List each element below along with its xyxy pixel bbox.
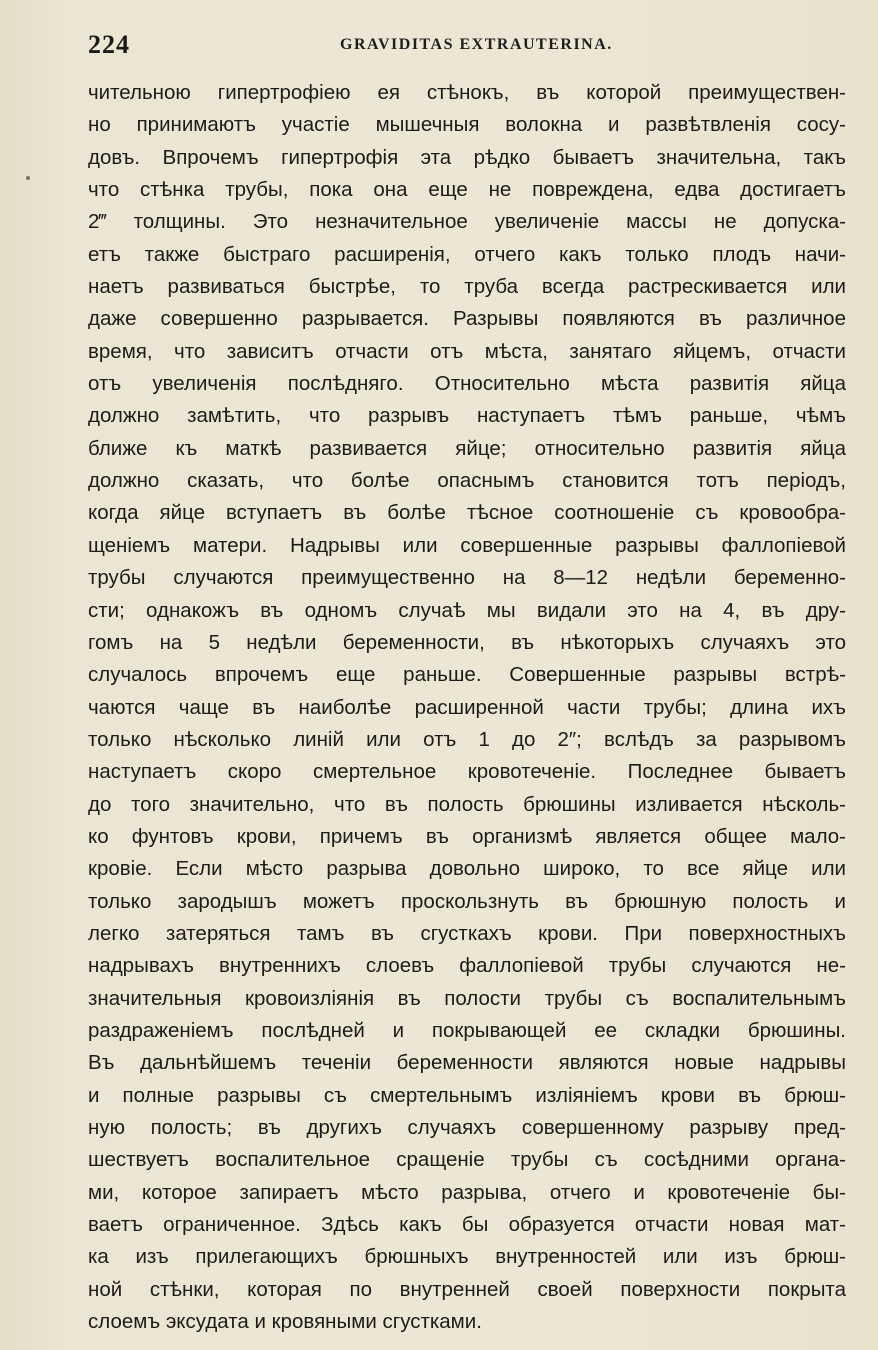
text-line: и полные разрывы съ смертельнымъ излiянiемъ крови въ брюш- [88,1083,846,1107]
text-line: раздраженiемъ послѣдней и покрывающей ее складки брюшины. [88,1018,846,1042]
text-line: 2‴ толщины. Это незначительное увеличенiе массы не допуска- [88,210,846,234]
text-line: трубы случаются преимущественно на 8—12 недѣли беременно- [88,566,846,590]
text-line: довъ. Впрочемъ гипертрофiя эта рѣдко бываетъ значительна, такъ [88,145,846,169]
text-line: что стѣнка трубы, пока она еще не повреждена, едва достигаетъ [88,178,846,202]
text-line: гомъ на 5 недѣли беременности, въ нѣкоторыхъ случаяхъ это [88,630,846,654]
text-line: ми, которое запираетъ мѣсто разрыва, отчего и кровотеченiе бы- [88,1180,846,1204]
text-line: случалось впрочемъ еще раньше. Совершенные разрывы встрѣ- [88,663,846,687]
text-line: ближе къ маткѣ развивается яйце; относительно развитiя яйца [88,436,846,460]
text-line-last: слоемъ эксудата и кровяными сгустками. [88,1310,482,1334]
text-line: ную полость; въ другихъ случаяхъ совершенному разрыву пред- [88,1116,846,1139]
text-line: легко затеряться тамъ въ сгусткахъ крови. При поверхностныхъ [88,921,846,945]
paper-speck [26,176,30,180]
text-line: даже совершенно разрывается. Разрывы появляются въ различное [88,307,846,331]
text-line: должно замѣтить, что разрывъ наступаетъ тѣмъ раньше, чѣмъ [88,404,846,428]
text-line: только нѣсколько линiй или отъ 1 до 2″; вслѣдъ за разрывомъ [88,727,846,751]
running-head: GRAVIDITAS EXTRAUTERINA. [340,36,613,53]
text-line: время, что зависитъ отчасти отъ мѣста, занятаго яйцемъ, отчасти [88,339,846,363]
text-line: когда яйце вступаетъ въ болѣе тѣсное соотношенiе съ кровообра- [88,501,846,525]
body-text [88,77,846,1338]
text-line: только зародышъ можетъ проскользнуть въ брюшную полость и [88,889,846,913]
text-line: до того значительно, что въ полость брюшины изливается нѣсколь- [88,792,846,816]
text-line: наступаетъ скоро смертельное кровотеченiе. Последнее бываетъ [88,760,846,784]
text-line: етъ также быстраго расширенiя, отчего какъ только плодъ начи- [88,242,846,266]
text-line: отъ увеличенiя послѣдняго. Относительно мѣста развитiя яйца [88,372,846,396]
text-line: кровiе. Если мѣсто разрыва довольно широко, то все яйце или [88,857,846,881]
text-line: наетъ развиваться быстрѣе, то труба всегда растрескивается или [88,275,846,299]
text-line: шествуетъ воспалительное сращенiе трубы съ сосѣдними органа- [88,1148,846,1172]
page-header [88,30,846,62]
page-number: 224 [88,30,130,59]
text-line: чаются чаще въ наиболѣе расширенной части трубы; длина ихъ [88,695,846,719]
text-line: сти; однакожъ въ одномъ случаѣ мы видали это на 4, въ дру- [88,598,846,622]
text-line: щенiемъ матери. Надрывы или совершенные разрывы фаллопiевой [88,533,846,557]
text-line: надрывахъ внутреннихъ слоевъ фаллопiевой трубы случаются не- [88,954,846,978]
text-line: ко фунтовъ крови, причемъ въ организмѣ является общее мало- [88,824,846,848]
text-line: чительною гипертрофiею ея стѣнокъ, въ которой преимуществен- [88,81,846,104]
text-line: но принимаютъ участiе мышечныя волокна и развѣтвленiя сосу- [88,113,846,137]
text-line: должно сказать, что болѣе опаснымъ становится тотъ перiодъ, [88,469,846,493]
text-line: ваетъ ограниченное. Здѣсь какъ бы образуется отчасти новая мат- [88,1213,846,1237]
text-line: Въ дальнѣйшемъ теченiи беременности являются новые надрывы [88,1051,846,1075]
text-line: ка изъ прилегающихъ брюшныхъ внутренностей или изъ брюш- [88,1245,846,1269]
text-line: ной стѣнки, которая по внутренней своей поверхности покрыта [88,1277,846,1301]
text-line: значительныя кровоизлiянiя въ полости трубы съ воспалительнымъ [88,986,846,1010]
